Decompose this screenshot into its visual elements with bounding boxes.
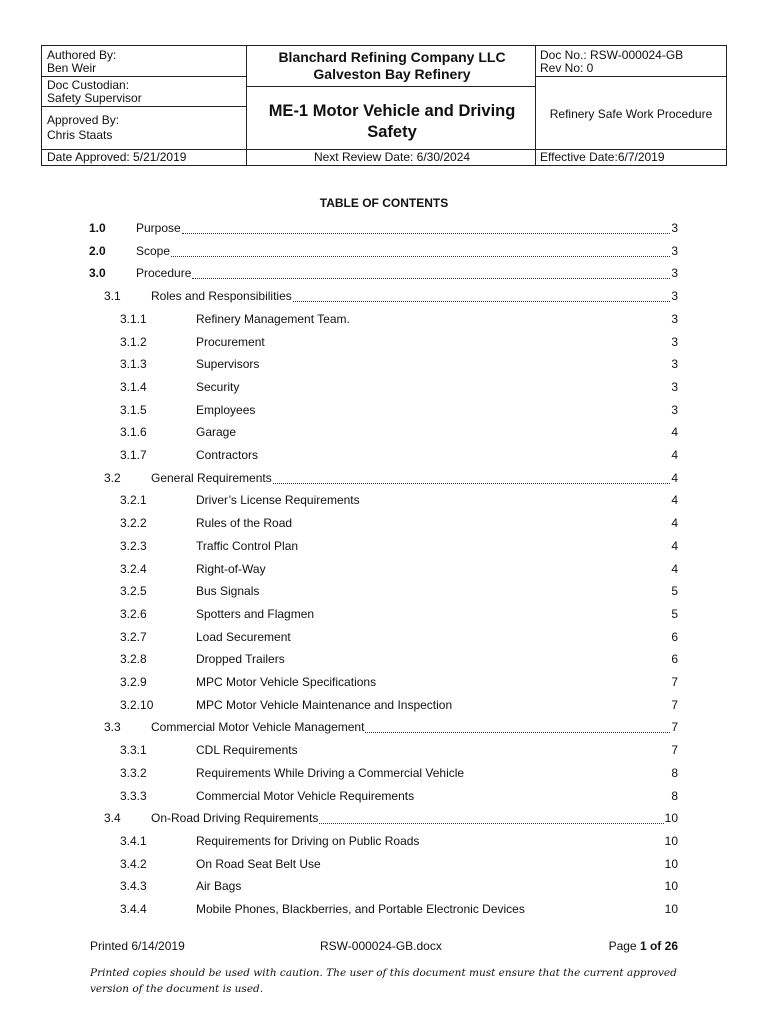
toc-entry-title: Rules of the Road [196,516,293,531]
next-review-date: Next Review Date: 6/30/2024 [313,150,471,164]
toc-entry[interactable] [0,515,768,533]
toc-entry-title: Procurement [196,334,265,349]
toc-entry-number: 3.2.3 [120,538,147,553]
toc-entry[interactable] [0,243,768,261]
toc-entry-page: 4 [671,470,678,485]
toc-leader-dots [365,731,670,733]
toc-entry-page: 3 [671,311,678,326]
company-name: Blanchard Refining Company LLC [278,49,506,65]
toc-entry[interactable] [0,402,768,420]
toc-entry-number: 3.1.4 [120,379,147,394]
toc-entry[interactable] [0,629,768,647]
toc-leader-dots [182,232,670,234]
toc-entry[interactable] [0,788,768,806]
toc-entry[interactable] [0,765,768,783]
toc-entry-page: 3 [671,243,678,258]
toc-entry-number: 3.1 [104,289,121,304]
toc-leader-dots [319,822,664,824]
toc-leader-dots [171,255,670,257]
toc-entry[interactable] [0,878,768,896]
toc-entry-number: 1.0 [89,221,106,235]
toc-entry-number: 3.1.2 [120,334,147,349]
toc-entry[interactable] [0,561,768,579]
toc-entry-number: 3.4.2 [120,856,147,871]
toc-entry-number: 3.3 [104,720,121,735]
toc-entry[interactable] [0,265,768,283]
toc-entry-title: Employees [196,402,256,417]
toc-entry-page: 6 [671,652,678,667]
toc-entry[interactable] [0,651,768,669]
toc-entry-page: 7 [671,675,678,689]
approved-by-label: Approved By: [47,113,120,127]
toc-entry-title: Right-of-Way [196,561,266,576]
toc-leader-dots [192,277,670,279]
toc-entry-title: Traffic Control Plan [196,538,299,553]
toc-entry-page: 4 [671,538,678,553]
toc-entry[interactable] [0,334,768,352]
toc-entry-title: Commercial Motor Vehicle Requirements [196,788,415,803]
printed-date: Printed 6/14/2019 [90,939,185,953]
toc-entry-title: Contractors [196,448,259,462]
toc-entry-number: 3.3.3 [120,788,147,803]
doc-number: Doc No.: RSW-000024-GB [540,48,684,62]
toc-entry[interactable] [0,606,768,624]
toc-entry[interactable] [0,447,768,465]
toc-entry[interactable] [0,379,768,397]
toc-entry-number: 3.1.3 [120,357,147,372]
page-counter [609,938,678,954]
toc-entry[interactable] [0,424,768,442]
toc-entry-number: 3.0 [89,266,106,281]
header-divider [42,106,246,107]
toc-leader-dots [273,482,670,484]
authored-by-value: Ben Weir [47,61,97,75]
toc-entry-title: General Requirements [151,470,272,485]
toc-entry-number: 3.1.6 [120,425,147,440]
toc-entry-title: CDL Requirements [196,743,298,758]
document-filename: RSW-000024-GB.docx [320,939,442,953]
toc-entry-page: 10 [664,902,678,916]
revision-number: Rev No: 0 [540,61,594,75]
toc-entry[interactable] [0,288,768,306]
date-approved: Date Approved: 5/21/2019 [47,150,187,164]
doc-custodian-value: Safety Supervisor [47,91,142,105]
toc-entry-number: 3.2 [104,470,121,485]
toc-entry-number: 3.2.2 [120,516,147,531]
toc-entry-page: 5 [671,606,678,621]
toc-entry-title: Commercial Motor Vehicle Management [151,720,365,735]
toc-entry-page: 10 [664,811,678,826]
toc-leader-dots [293,300,670,302]
toc-entry-number: 3.1.1 [120,311,147,326]
toc-entry-title: Dropped Trailers [196,652,285,667]
toc-entry-title: Refinery Management Team. [196,311,350,326]
toc-entry-page: 10 [664,856,678,871]
toc-entry-number: 3.1.5 [120,402,147,417]
caution-note: Printed copies should be used with caution. The user of this document must ensure that the current approved version of the document is used. [90,967,677,995]
toc-entry-title: MPC Motor Vehicle Specifications [196,675,377,689]
refinery-name: Galveston Bay Refinery [313,66,471,82]
toc-entry-number: 2.0 [89,243,106,258]
toc-entry-title: Purpose [136,221,181,235]
procedure-type: Refinery Safe Work Procedure [549,107,713,121]
header-divider [42,76,246,77]
of-word: of [649,939,662,953]
toc-entry-title: Driver’s License Requirements [196,493,360,508]
toc-entry-number: 3.3.1 [120,743,147,758]
document-title: ME-1 Motor Vehicle and Driving Safety [268,102,516,141]
toc-entry-number: 3.3.2 [120,765,147,780]
toc-entry[interactable] [0,856,768,874]
toc-entry-number: 3.1.7 [120,448,147,462]
page-word: Page [608,939,637,953]
toc-entry-number: 3.2.10 [120,697,154,712]
toc-entry-title: Spotters and Flagmen [196,606,315,621]
header-divider [246,86,535,87]
toc-entry[interactable] [0,833,768,851]
toc-entry[interactable] [0,901,768,919]
toc-entry-page: 5 [671,584,678,599]
toc-entry[interactable] [0,674,768,692]
toc-entry-title: Bus Signals [196,584,260,599]
toc-entry-title: Garage [196,425,237,440]
toc-entry-title: Requirements While Driving a Commercial Vehicle [196,765,465,780]
toc-entry-number: 3.2.4 [120,561,147,576]
doc-custodian-label: Doc Custodian: [47,78,130,92]
toc-entry-page: 3 [671,334,678,349]
toc-heading: TABLE OF CONTENTS [319,196,449,210]
toc-entry-page: 8 [671,765,678,780]
toc-entry-page: 3 [671,379,678,394]
toc-entry[interactable] [0,719,768,737]
toc-entry[interactable] [0,697,768,715]
toc-entry-number: 3.4.4 [120,902,147,916]
toc-entry-number: 3.2.6 [120,606,147,621]
header-divider [535,76,726,77]
toc-entry-number: 3.4 [104,811,121,826]
toc-entry-number: 3.2.8 [120,652,147,667]
toc-entry-title: Load Securement [196,629,291,644]
toc-entry[interactable] [0,311,768,329]
toc-entry-page: 4 [671,425,678,440]
toc-entry-title: Air Bags [196,879,242,894]
page-total: 26 [664,939,678,953]
toc-entry-title: On Road Seat Belt Use [196,856,321,871]
toc-entry[interactable] [0,742,768,760]
toc-entry-page: 4 [671,448,678,462]
toc-entry-page: 3 [671,357,678,372]
toc-entry-page: 3 [671,221,678,235]
toc-entry-page: 7 [671,697,678,712]
toc-entry-title: Procedure [136,266,192,281]
toc-entry-page: 7 [671,743,678,758]
authored-by-label: Authored By: [47,48,117,62]
document-header-table [41,45,727,166]
toc-entry-page: 4 [671,561,678,576]
toc-entry-page: 10 [664,879,678,894]
toc-entry[interactable] [0,356,768,374]
toc-entry-page: 4 [671,493,678,508]
toc-entry[interactable] [0,538,768,556]
toc-entry-title: Security [196,379,240,394]
toc-entry-title: Mobile Phones, Blackberries, and Portable Electronic Devices [196,902,525,916]
toc-entry-page: 7 [671,720,678,735]
toc-entry-page: 6 [671,629,678,644]
toc-entry-page: 3 [671,402,678,417]
toc-entry-title: MPC Motor Vehicle Maintenance and Inspection [196,697,453,712]
toc-entry-title: On-Road Driving Requirements [151,811,319,826]
toc-entry-number: 3.2.7 [120,629,147,644]
toc-entry-number: 3.4.3 [120,879,147,894]
toc-entry[interactable] [0,470,768,488]
page-number: 1 [639,939,647,953]
toc-entry-title: Supervisors [196,357,260,372]
toc-entry-number: 3.4.1 [120,833,147,848]
toc-entry-page: 3 [671,266,678,281]
toc-entry-title: Requirements for Driving on Public Roads [196,833,420,848]
effective-date: Effective Date:6/7/2019 [540,150,665,164]
approved-by-value: Chris Staats [47,128,113,142]
toc-entry-title: Scope [136,243,171,258]
toc-entry[interactable] [0,583,768,601]
toc-entry-page: 4 [671,516,678,531]
toc-entry-page: 10 [664,833,678,848]
toc-entry-number: 3.2.9 [120,675,147,689]
toc-entry-page: 8 [671,788,678,803]
toc-entry[interactable] [0,492,768,510]
toc-entry-number: 3.2.1 [120,493,147,508]
toc-entry[interactable] [0,220,768,238]
toc-entry-page: 3 [671,289,678,304]
toc-entry-title: Roles and Responsibilities [151,289,292,304]
toc-entry[interactable] [0,810,768,828]
toc-entry-number: 3.2.5 [120,584,147,599]
